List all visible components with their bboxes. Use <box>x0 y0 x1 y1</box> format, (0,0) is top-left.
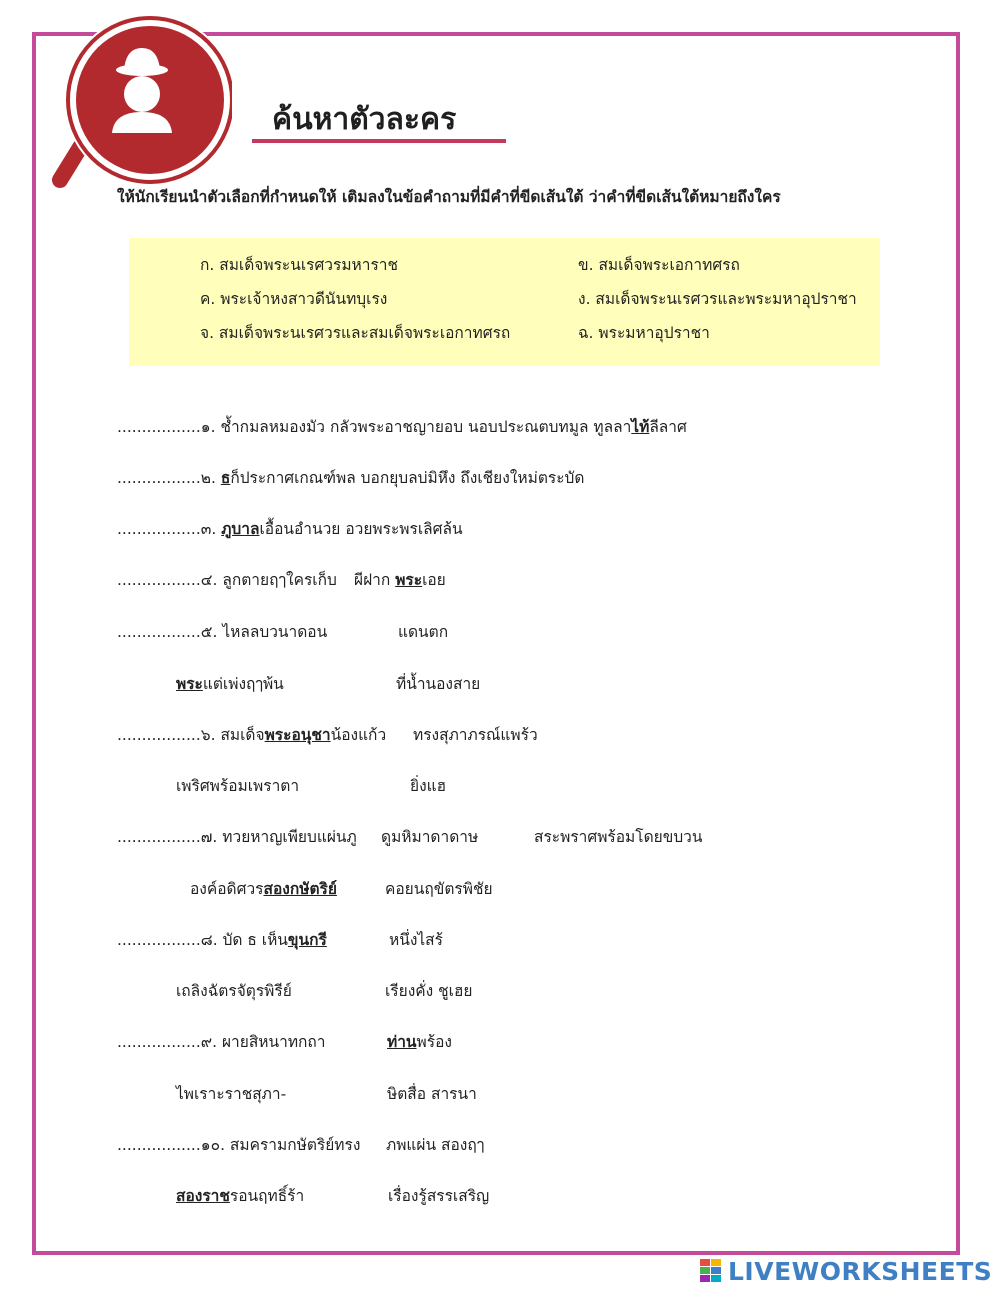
question-7-part: คอยนฤขัตรพิชัย <box>385 880 493 898</box>
answer-blank[interactable]: ................. <box>117 828 201 846</box>
question-10-part: ภพแผ่น สองฤๅ <box>386 1136 485 1154</box>
question-5-line2: พระแต่เพ่งฤๅพ้น <box>176 675 284 693</box>
underlined-word: สองราช <box>176 1187 230 1205</box>
question-7-part: สระพราศพร้อมโดยขบวน <box>534 828 703 846</box>
question-7-line2: องค์อดิศวรสองกษัตริย์ <box>190 880 337 898</box>
question-10-part: เรื่องรู้สรรเสริญ <box>388 1187 490 1205</box>
answer-blank[interactable]: ................. <box>117 469 201 487</box>
question-4-part: ผีฝาก พระเอย <box>354 571 446 589</box>
choice-item: ข. สมเด็จพระเอกาทศรถ <box>578 256 740 274</box>
choice-item: ก. สมเด็จพระนเรศวรมหาราช <box>200 256 399 274</box>
question-6-part: ยิ่งแฮ <box>410 777 447 795</box>
liveworksheets-logo <box>700 1256 992 1286</box>
choices-box <box>129 238 880 366</box>
answer-blank[interactable]: ................. <box>117 1033 201 1051</box>
question-6: .................๖. สมเด็จพระอนุชาน้องแก้ว <box>117 726 387 744</box>
answer-blank[interactable]: ................. <box>117 418 201 436</box>
underlined-word: สองกษัตริย์ <box>263 880 337 898</box>
question-8-line2: เถลิงฉัตรจัตุรพิรีย์ <box>176 982 292 1000</box>
question-5: .................๕. ไหลลบวนาดอน <box>117 623 328 641</box>
choice-item: ง. สมเด็จพระนเรศวรและพระมหาอุปราชา <box>578 290 857 308</box>
brand-name: LIVEWORKSHEETS <box>728 1256 993 1286</box>
brand-blocks-icon <box>700 1259 722 1283</box>
page-title: ค้นหาตัวละคร <box>272 102 457 137</box>
question-7-part: ดูมหิมาดาดาษ <box>381 828 479 846</box>
underlined-word: ภูบาล <box>221 520 260 538</box>
question-1: .................๑. ช้ำกมลหมองมัว กลัวพระอาชญายอบ นอบประณตบทมูล ทูลลาไท้ลีลาศ <box>117 418 687 436</box>
underlined-word: ธ <box>220 469 231 487</box>
answer-blank[interactable]: ................. <box>117 1136 201 1154</box>
question-9-part: ษิตสื่อ สารนา <box>387 1085 477 1103</box>
title-underline <box>252 139 506 143</box>
question-4: .................๔. ลูกตายฤๅใครเก็บ <box>117 571 337 589</box>
choice-item: ค. พระเจ้าหงสาวดีนันทบุเรง <box>200 290 388 308</box>
question-9: .................๙. ผายสิหนาทกถา <box>117 1033 326 1051</box>
underlined-word: ขุนกรี <box>287 931 327 949</box>
question-9-line2: ไพเราะราชสุภา- <box>176 1085 287 1103</box>
question-9-part: ท่านพร้อง <box>387 1033 452 1051</box>
underlined-word: ไท้ <box>631 418 650 436</box>
question-7: .................๗. ทวยหาญเพียบแผ่นภู <box>117 828 357 846</box>
instruction-text: ให้นักเรียนนำตัวเลือกที่กำหนดให้ เติมลงในข้อคำถามที่มีคำที่ขีดเส้นใต้ ว่าคำที่ขีดเส้นใต้หมายถึงใคร <box>117 188 781 206</box>
underlined-word: พระอนุชา <box>264 726 331 744</box>
question-6-part: ทรงสุภาภรณ์แพร้ว <box>413 726 538 744</box>
answer-blank[interactable]: ................. <box>117 931 201 949</box>
underlined-word: ท่าน <box>387 1033 417 1051</box>
choice-item: จ. สมเด็จพระนเรศวรและสมเด็จพระเอกาทศรถ <box>200 324 511 342</box>
underlined-word: พระ <box>176 675 203 693</box>
underlined-word: พระ <box>395 571 423 589</box>
answer-blank[interactable]: ................. <box>117 571 201 589</box>
choice-item: ฉ. พระมหาอุปราชา <box>578 324 710 342</box>
question-8-part: เรียงคั่ง ชูเฮย <box>385 982 473 1000</box>
question-3: .................๓. ภูบาลเอื้อนอำนวย อวยพระพรเลิศล้น <box>117 520 463 538</box>
question-10: .................๑๐. สมครามกษัตริย์ทรง <box>117 1136 361 1154</box>
question-8-part: หนึ่งไสร้ <box>389 931 443 949</box>
question-5-part: แดนตก <box>398 623 449 641</box>
magnifier-detective-icon <box>52 8 232 193</box>
answer-blank[interactable]: ................. <box>117 623 201 641</box>
question-10-line2: สองราชรอนฤทธิ์ร้า <box>176 1187 305 1205</box>
question-5-part: ที่น้ำนองสาย <box>396 675 481 693</box>
question-2: .................๒. ธก็ประกาศเกณฑ์พล บอกยุบลบ่มิหึง ถึงเชียงใหม่ตระบัด <box>117 469 585 487</box>
answer-blank[interactable]: ................. <box>117 520 201 538</box>
question-8: .................๘. บัด ธ เห็นขุนกรี <box>117 931 327 949</box>
question-6-line2: เพริศพร้อมเพราตา <box>176 777 300 795</box>
answer-blank[interactable]: ................. <box>117 726 201 744</box>
